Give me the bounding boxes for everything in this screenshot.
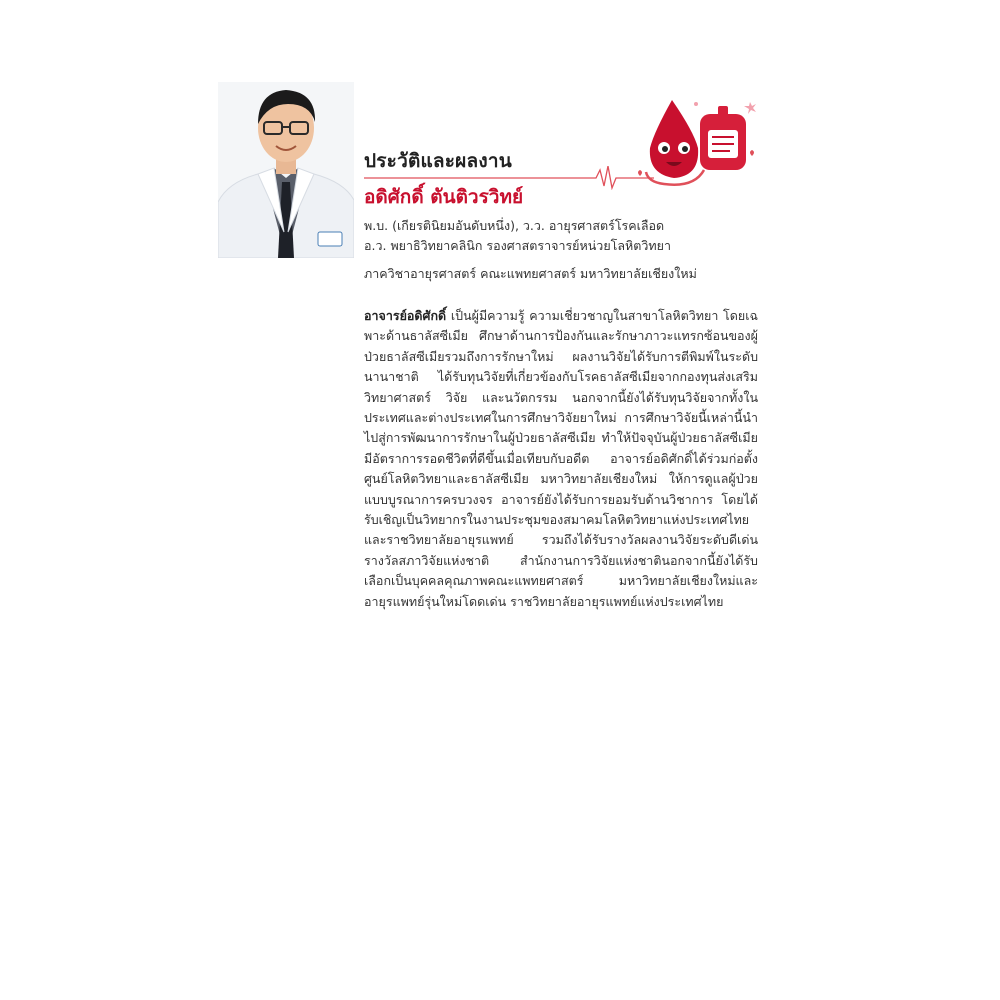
credential-line: อ.ว. พยาธิวิทยาคลินิก รองศาสตราจารย์หน่วยโลหิตวิทยา	[364, 238, 671, 253]
department-line: ภาควิชาอายุรศาสตร์ คณะแพทยศาสตร์ มหาวิทยาลัยเชียงใหม่	[364, 266, 697, 281]
doctor-portrait	[218, 82, 354, 258]
biography-body: เป็นผู้มีความรู้ ความเชี่ยวชาญในสาขาโลหิตวิทยา โดยเฉพาะด้านธาลัสซีเมีย ศึกษาด้านการป้องกันและรักษาภาวะแทรกซ้อนของผู้ป่วยธาลัสซีเมียรวมถึงการรักษาใหม่ ผลงานวิจัยได้รับการตีพิมพ์ในระดับนานาชาติ ได้รับทุนวิจัยที่เกี่ยวข้องกับโรคธาลัสซีเมียจากกองทุนส่งเสริมวิทยาศาสตร์ วิจัย และนวัตกรรม นอกจากนี้ยังได้รับทุนวิจัยจากทั้งในประเทศและต่างประเทศในการศึกษาวิจัยยาใหม่ การศึกษาวิจัยนี้เหล่านี้นำไปสู่การพัฒนาการรักษาในผู้ป่วยธาลัสซีเมีย ทำให้ปัจจุบันผู้ป่วยธาลัสซีเมียมีอัตราการรอดชีวิตที่ดีขึ้นเมื่อเทียบกับอดีต อาจารย์อดิศักดิ์ได้ร่วมก่อตั้งศูนย์โลหิตวิทยาและธาลัสซีเมีย มหาวิทยาลัยเชียงใหม่ ให้การดูแลผู้ป่วยแบบบูรณาการครบวงจร อาจารย์ยังได้รับการยอมรับด้านวิชาการ โดยได้รับเชิญเป็นวิทยากรในงานประชุมของสมาคมโลหิตวิทยาแห่งประเทศไทยและราชวิทยาลัยอายุรแพทย์ รวมถึงได้รับรางวัลผลงานวิจัยระดับดีเด่น รางวัลสภาวิจัยแห่งชาติ สำนักงานการวิจัยแห่งชาตินอกจากนี้ยังได้รับเลือกเป็นบุคคลคุณภาพคณะแพทยศาสตร์ มหาวิทยาลัยเชียงใหม่และอายุรแพทย์รุ่นใหม่โดดเด่น ราชวิทยาลัยอายุรแพทย์แห่งประเทศไทย	[364, 308, 758, 609]
person-name: อดิศักดิ์ ตันติวรวิทย์	[364, 186, 524, 208]
credential-line: พ.บ. (เกียรตินิยมอันดับหนึ่ง), ว.ว. อายุรศาสตร์โรคเลือด	[364, 218, 665, 233]
credentials	[364, 216, 764, 284]
biography-paragraph	[364, 306, 758, 612]
section-title: ประวัติและผลงาน	[364, 150, 512, 172]
biography-lead: อาจารย์อดิศักดิ์	[364, 308, 447, 323]
